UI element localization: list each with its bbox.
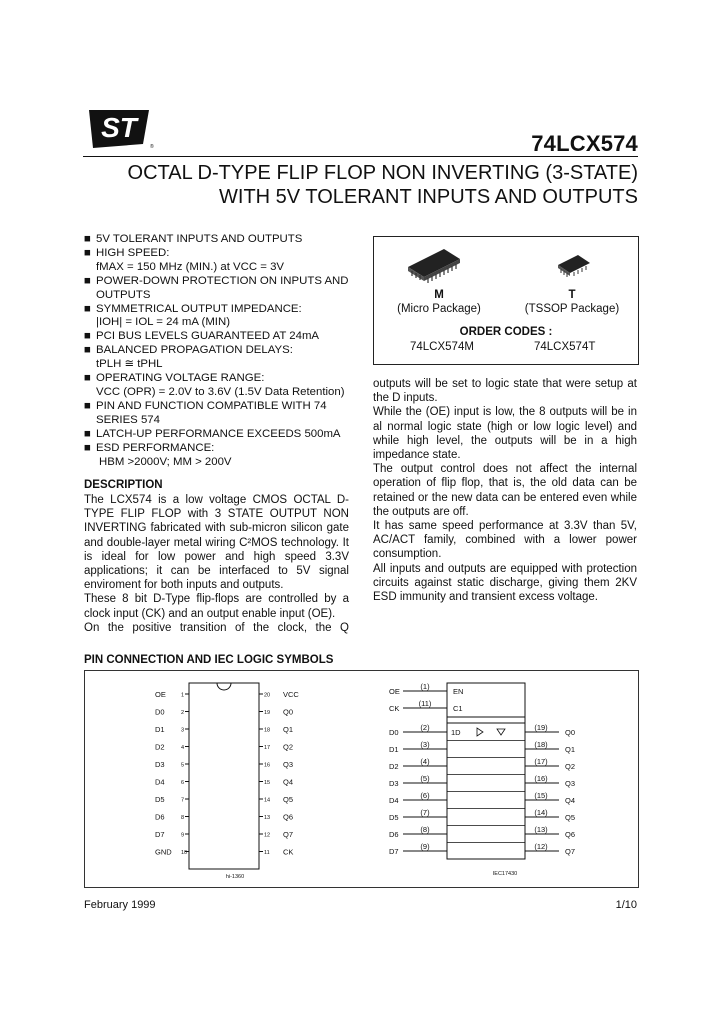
order-codes-heading: ORDER CODES : (459, 326, 553, 338)
iec-input-label: D4 (389, 796, 399, 805)
dip-pin-label: OE (155, 690, 166, 699)
dip-pin-label: D0 (155, 707, 165, 717)
order-code-t: 74LCX574T (534, 341, 596, 353)
buffer-icon (477, 728, 483, 736)
iec-pin-number: (16) (534, 774, 548, 783)
dip-pin-label: Q7 (283, 830, 294, 839)
iec-output-label: Q5 (565, 813, 576, 822)
iec-control-label: OE (389, 687, 400, 696)
feature-sub: VCC (OPR) = 2.0V to 3.6V (1.5V Data Retention) (96, 385, 345, 398)
description-paragraph: These 8 bit D-Type flip-flops are controlled by a clock input (CK) and an output enable input (OE). (84, 593, 349, 620)
iec-input-label: D5 (389, 813, 399, 822)
dip-pin-number: 19 (264, 710, 271, 716)
feature-item: ■ OPERATING VOLTAGE RANGE: VCC (OPR) = 2.0V to 3.6V (1.5V Data Retention) (84, 372, 359, 400)
dip-pin-label: D5 (155, 795, 165, 804)
description-paragraph: It has same speed performance at 3.3V than 5V, AC/ACT family, combined with a lower power consumption. (373, 520, 637, 561)
dip-pin-number: 17 (264, 745, 271, 751)
dip-pin-label: D2 (155, 742, 165, 752)
dip-pin-label: Q1 (283, 725, 294, 734)
dip-pin-number: 20 (264, 692, 271, 699)
tssop-package-image (554, 251, 594, 281)
description-left-column (84, 493, 349, 635)
dip-pin-number: 4 (181, 745, 185, 751)
dip-pin-number: 3 (181, 727, 185, 734)
iec-pin-number: (5) (420, 774, 430, 783)
footer-page: 1/10 (615, 899, 637, 911)
iec-output-label: Q1 (565, 745, 576, 754)
dip-pin-label: Q2 (283, 742, 294, 752)
iec-pin-number: (4) (420, 757, 430, 766)
package-t-desc: (TSSOP Package) (524, 303, 620, 315)
dip-pin-number: 9 (181, 832, 185, 839)
pin-section-heading: PIN CONNECTION AND IEC LOGIC SYMBOLS (84, 654, 334, 666)
feature-sub: |IOH| = IOL = 24 mA (MIN) (96, 316, 230, 329)
title-line-2: WITH 5V TOLERANT INPUTS AND OUTPUTS (219, 186, 638, 208)
iec-output-label: Q6 (565, 830, 576, 839)
dip-pin-label: D4 (155, 777, 165, 787)
st-logo (83, 108, 153, 150)
iec-pin-number: (17) (534, 757, 548, 766)
order-code-m: 74LCX574M (410, 341, 474, 353)
dip-pin-number: 10 (181, 850, 188, 856)
iec-output-label: Q7 (565, 847, 576, 856)
part-number: 74LCX574 (531, 131, 638, 156)
description-paragraph: The output control does not affect the internal operation of flip flop, that is, the old data can be retained or the new data can be entered even while the outputs are off. (373, 463, 637, 518)
dip-pin-label: CK (283, 847, 294, 857)
footer-date: February 1999 (84, 899, 156, 911)
iec-pin-number: (13) (534, 825, 548, 834)
iec-pin-number: (11) (418, 699, 432, 708)
dip-pin-number: 11 (264, 850, 270, 856)
iec-input-label: D1 (389, 745, 399, 754)
iec-box-label: EN (453, 687, 464, 696)
feature-item: ■ PCI BUS LEVELS GUARANTEED AT 24mA (84, 330, 320, 343)
iec-pin-number: (15) (534, 791, 548, 800)
feature-item: ■ SYMMETRICAL OUTPUT IMPEDANCE: |IOH| = IOL = 24 mA (MIN) (84, 303, 359, 331)
dip-pin-label: Q4 (283, 777, 294, 787)
iec-pin-number: (2) (420, 723, 430, 732)
iec-pin-number: (8) (420, 825, 430, 834)
dip-pin-number: 16 (264, 762, 271, 769)
iec-pin-number: (3) (420, 740, 430, 749)
iec-input-label: D0 (389, 728, 399, 737)
dip-pin-label: VCC (283, 690, 299, 699)
dip-pin-label: D3 (155, 760, 165, 769)
title-line-1: OCTAL D-TYPE FLIP FLOP NON INVERTING (3-STATE) (127, 162, 638, 184)
dip-pin-label: Q0 (283, 707, 294, 717)
dip-pin-label: Q5 (283, 795, 294, 804)
iec-output-label: Q4 (565, 796, 576, 805)
dip-pin-number: 15 (264, 780, 271, 786)
iec-control-label: CK (389, 704, 400, 713)
dip-pin-number: 5 (181, 762, 185, 769)
feature-item: ■ BALANCED PROPAGATION DELAYS: tPLH ≅ tPHL (84, 344, 359, 372)
iec-box-label: C1 (453, 704, 463, 713)
iec-pin-number: (7) (420, 808, 430, 817)
dip-pin-label: Q3 (283, 760, 294, 769)
description-paragraph: All inputs and outputs are equipped with protection circuits against static discharge, giving them 2KV ESD immunity and transient excess voltage. (373, 562, 637, 604)
header-rule (83, 156, 638, 157)
description-paragraph: While the (OE) input is low, the 8 outputs will be in al normal logic state (high or low logic level) and while high level, the outputs will be in a high impedance state. (373, 406, 637, 462)
pin-diagram-box (84, 670, 639, 888)
dip-pin-label: D1 (155, 725, 165, 734)
description-heading: DESCRIPTION (84, 479, 163, 491)
iec-output-label: Q0 (565, 728, 576, 737)
feature-item: ■ POWER-DOWN PROTECTION ON INPUTS AND OUTPUTS (84, 274, 349, 301)
brand-mark: ST (101, 112, 137, 143)
soic-package-image (404, 245, 464, 285)
description-paragraph: On the positive transition of the clock, the Q (84, 621, 349, 634)
iec-caption: IEC17430 (492, 871, 518, 877)
iec-input-label: D7 (389, 847, 399, 856)
dip-pin-number: 13 (264, 815, 271, 821)
iec-pin-number: (18) (534, 740, 548, 749)
dip-pin-label: Q6 (283, 812, 294, 822)
dip-pin-number: 1 (181, 692, 185, 699)
feature-item: ■ ESD PERFORMANCE: HBM >2000V; MM > 200V (84, 442, 359, 470)
iec-logic-symbol (389, 682, 575, 877)
description-paragraph: The LCX574 is a low voltage CMOS OCTAL D-TYPE FLIP FLOP with 3 STATE OUTPUT NON INVERTING fabricated with sub-micron silicon gate and double-layer metal wiring C²MOS technology. It is ideal for low power and high speed 3.3V applications; it can be interfaced to 5V signal enviroment for both inputs and outputs. (84, 494, 349, 592)
description-right-column (373, 377, 637, 604)
iec-output-label: Q3 (565, 779, 576, 788)
dip-package (155, 683, 299, 880)
package-m-desc: (Micro Package) (397, 303, 481, 315)
description-paragraph: outputs will be set to logic state that were setup at the D inputs. (373, 378, 637, 405)
iec-input-label: D6 (389, 830, 399, 839)
feature-item: ■ PIN AND FUNCTION COMPATIBLE WITH 74 SERIES 574 (84, 399, 327, 426)
feature-list (84, 233, 359, 469)
iec-pin-number: (9) (420, 842, 430, 851)
dip-pin-label: D7 (155, 830, 165, 839)
package-t-code: T (568, 289, 576, 301)
iec-pin-number: (6) (420, 791, 430, 800)
iec-pin-number: (12) (534, 842, 548, 851)
dip-pin-number: 8 (181, 815, 185, 821)
iec-pin-number: (19) (534, 723, 548, 732)
feature-sub: tPLH ≅ tPHL (96, 358, 163, 371)
iec-pin-number: (1) (420, 682, 430, 691)
iec-pin-number: (14) (534, 808, 548, 817)
iec-input-label: D2 (389, 762, 399, 771)
package-box (373, 236, 639, 365)
feature-item: ■ HIGH SPEED: fMAX = 150 MHz (MIN.) at VCC = 3V (84, 247, 359, 275)
dip-pin-number: 18 (264, 727, 271, 734)
package-m-code: M (434, 289, 444, 301)
dip-caption: hi-1360 (225, 874, 245, 880)
dip-pin-label: D6 (155, 812, 165, 822)
dip-pin-label: GND (155, 847, 172, 857)
feature-item: ■ LATCH-UP PERFORMANCE EXCEEDS 500mA (84, 427, 341, 440)
iec-input-label: D3 (389, 779, 399, 788)
feature-sub: HBM >2000V; MM > 200V (99, 455, 232, 468)
tristate-icon (497, 729, 505, 735)
iec-output-label: Q2 (565, 762, 576, 771)
dip-pin-number: 7 (181, 797, 185, 804)
dip-pin-number: 12 (264, 832, 271, 839)
dip-pin-number: 14 (264, 797, 271, 804)
iec-1d-label: 1D (451, 728, 461, 737)
feature-item: ■ 5V TOLERANT INPUTS AND OUTPUTS (84, 233, 303, 245)
feature-sub: fMAX = 150 MHz (MIN.) at VCC = 3V (96, 260, 284, 273)
dip-pin-number: 6 (181, 780, 185, 786)
dip-pin-number: 2 (181, 710, 185, 716)
svg-text:®: ® (150, 144, 154, 150)
